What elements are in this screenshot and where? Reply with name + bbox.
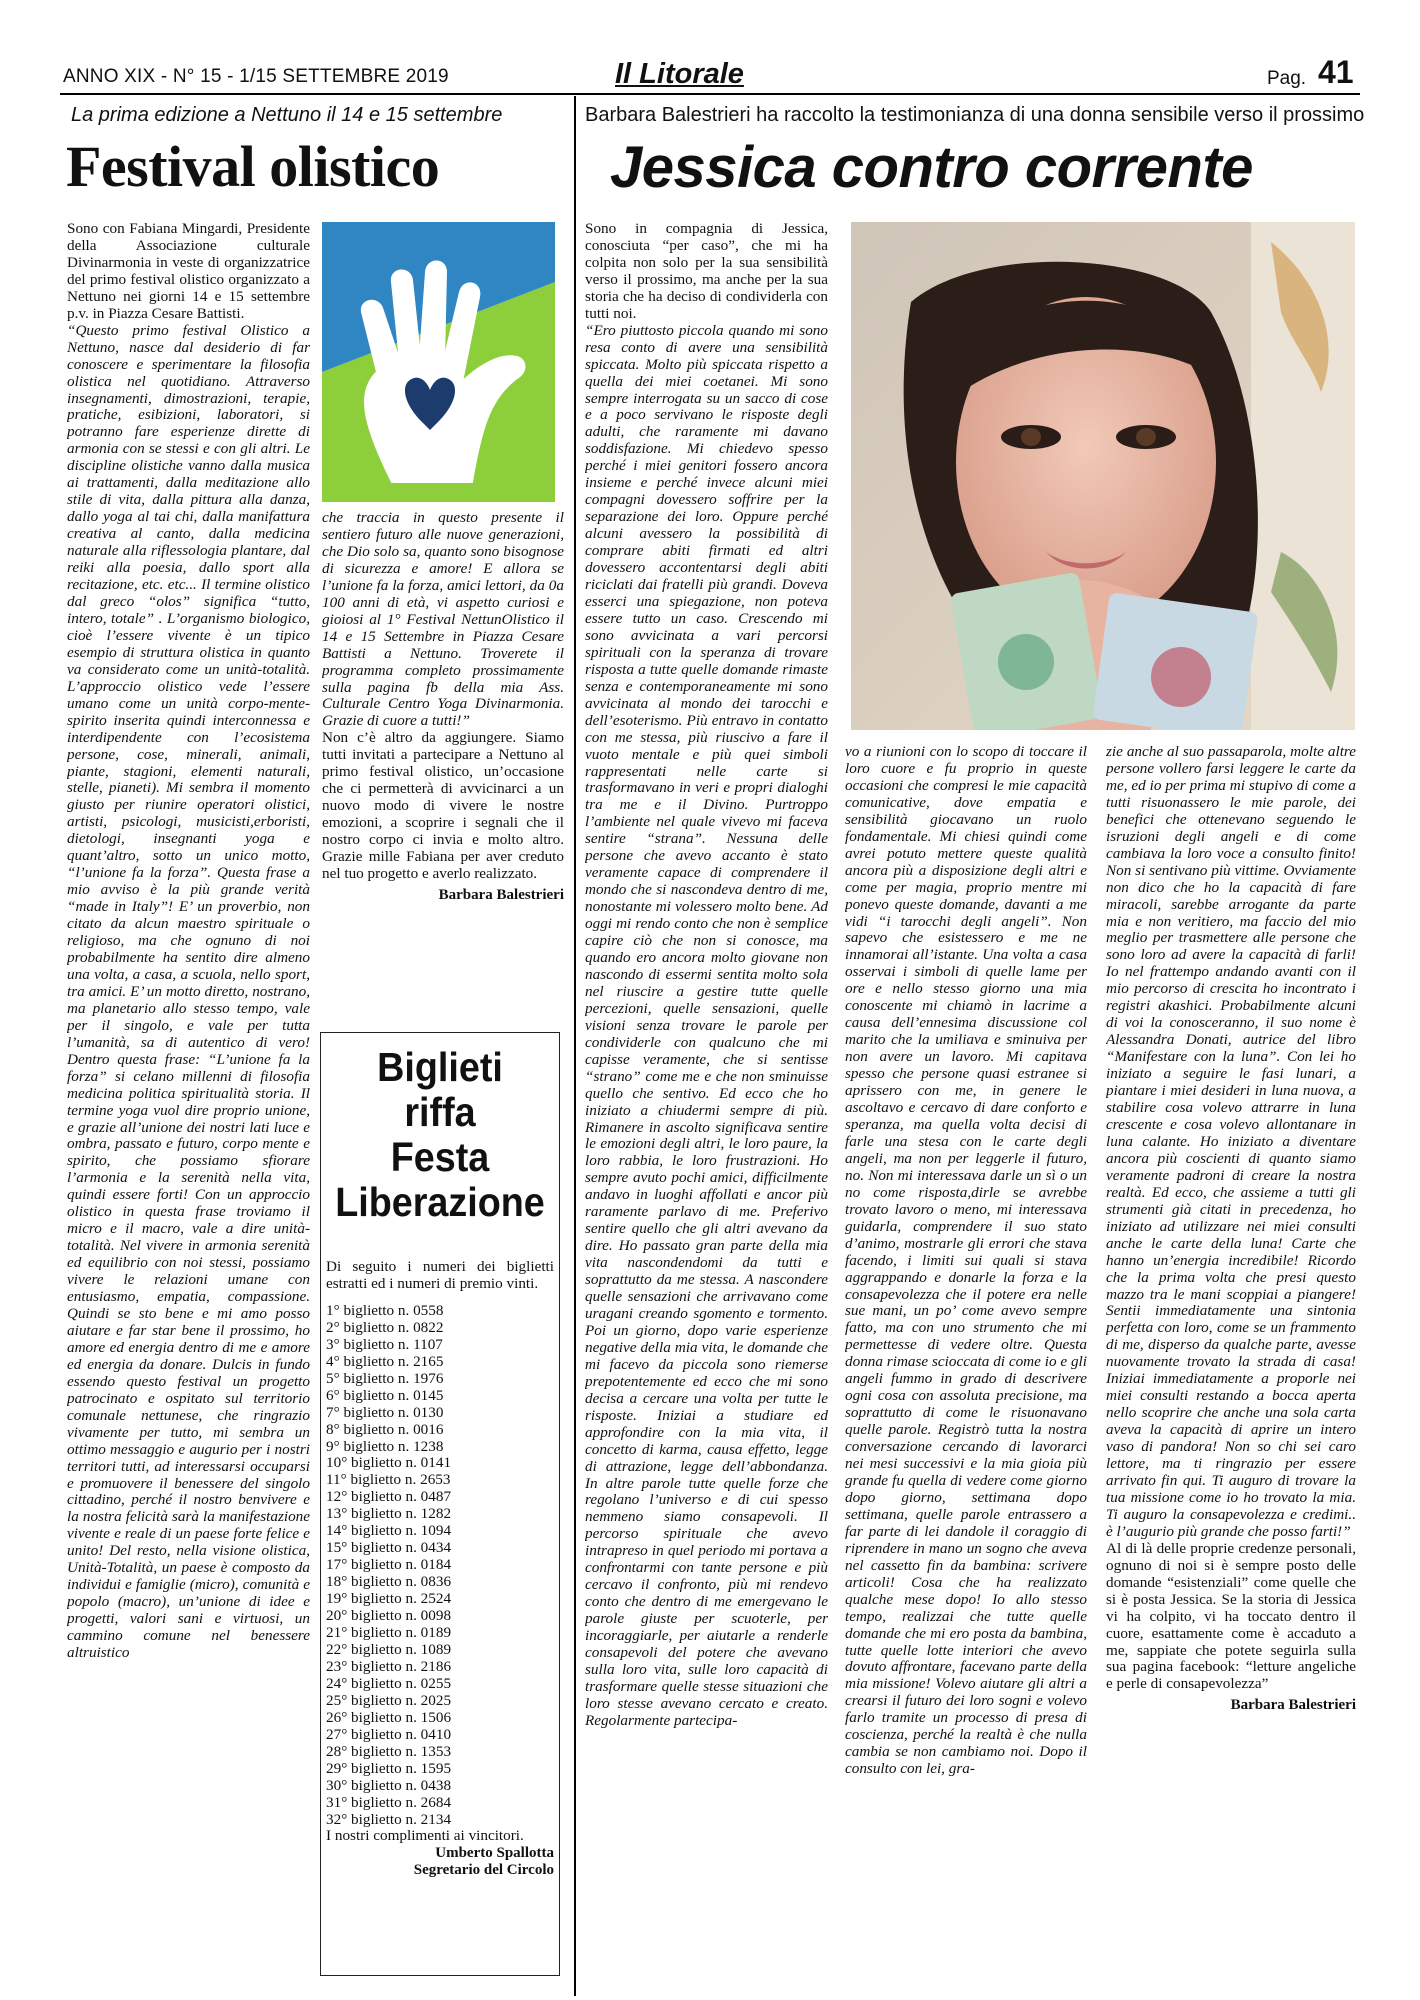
ticket-item: 14° biglietto n. 1094 [326, 1522, 452, 1540]
ticket-item: 11° biglietto n. 2653 [326, 1471, 451, 1489]
raffle-body [326, 1259, 554, 1879]
newspaper-brand: Il Litorale [615, 58, 744, 90]
raffle-title-line: Liberazione [335, 1179, 545, 1225]
raffle-title-line: Festa [390, 1134, 490, 1180]
ticket-item: 4° biglietto n. 2165 [326, 1352, 444, 1370]
right-article-subtitle: Barbara Balestrieri ha raccolto la testimonianza di una donna sensibile verso il prossimo [585, 104, 1365, 126]
raffle-box [320, 1032, 560, 1976]
left-article-closing: Non c’è altro da aggiungere. Siamo tutti invitati a partecipare a Nettuno al primo festival olistico, un’occasione che ci permetterà di avvicinarci a un nuovo modo di vivere le nostre emozioni, a scoprire i segnali che il nostro corpo ci invia e molto altro. Grazie mille Fabiana per aver creduto nel tuo progetto e averlo realizzato. [322, 729, 564, 883]
right-article-quote-part2: vo a riunioni con lo scopo di toccare il loro cuore e fu proprio in queste occasioni che compresi le mie capacità comunicative, dove empatia e sensibilità giocavano un ruolo fondamentale. Mi chiesi quindi come avrei potuto mettere queste qualità ancora più a disposizione degli altri e come per magia, proprio mentre mi ponevo queste domande, davanti a me vidi “i tarocchi degli angeli”. Non sapevo che esistessero e me ne innamorai all’istante. Una volta a casa osservai i simboli di quelle lame per ore e nello stesso giorno una mia conoscente mi chiamò in lacrime a causa dell’ennesima discussione col marito che la umiliava e sminuiva per non avere un lavoro. Mi capitava spesso che persone quasi estranee si aprissero con me, in genere le ascoltavo e cercavo di dare conforto e speranza, ma quella volta decisi di farle una stesa con le carte degli angeli, ma non per leggerle il futuro, no. Non mi interessava darle un sì o un no come risposta,dirle se avrebbe trovato lavoro o meno, mi interessava guidarla, comprendere il suo stato d’animo, mostrarle gli errori che stava facendo, i limiti sui quali si stava aggrappando e donarle la forza e la consapevolezza che il potere era nelle sue mani, un po’ come avevo sempre fatto, ma con uno strumento che mi permettesse di vedere oltre. Questa donna rimase scioccata di come io e gli angeli fummo in grado di descrivere ogni cosa con assoluta precisione, ma soprattutto di come le risuonavano quelle parole. Registrò tutta la nostra conversazione cercando di lavorarci nei mesi successivi e la mia gioia più grande fu quella di vedere come giorno dopo giorno, settimana dopo settimana, quelle parole entrassero a far parte di lei dandole il coraggio di riprendere in mano un sogno che aveva nel cassetto fin da bambina: scrivere articoli! Cosa che ha realizzato qualche mese dopo! Io allo stesso tempo, realizzai che tutte quelle domande che mi ero posta da bambina, tutte quelle lotte interiori che avevo dovuto affrontare, facevano parte della mia missione! Volevo aiutare gli altri a crearsi il futuro dei loro sogni e volevo farlo tramite un processo di presa di coscienza, perché la realtà è che nulla cambia se non cambiamo noi. Dopo il consulto con lei, gra- [845, 744, 1087, 1778]
column-divider [574, 96, 576, 1996]
ticket-item: 1° biglietto n. 0558 [326, 1301, 444, 1319]
left-article-quote-part1: “Questo primo festival Olistico a Nettuno, nasce dal desiderio di far conoscere e sperimentare la filosofia olistica nel quotidiano. Attraverso insegnamenti, dimostrazioni, terapie, pratiche, esibizioni, laboratori, si potranno fare esperienze dirette di armonia con se stessi e con gli altri. Le discipline olistiche vanno dalla musica ai trattamenti, dalla meditazione allo stile di vita, dalla pittura alla danza, dallo yoga al tai chi, dalla manifattura creativa al canto, dalla medicina naturale alla riflessologia plantare, dal reiki alla poesia, dallo sport alla recitazione, etc. etc... Il termine olistico dal greco “olos” significa “tutto, intero, totale” . L’organismo biologico, cioè l’essere vivente è un tipico esempio di struttura olistica in quanto va considerato come un unità-totalità. L’approccio olistico vede l’essere umano come un unità corpo-mente-spirito inserita quindi interconnessa e interdipendente con l’ecosistema persone, cose, minerali, animali, piante, stagioni, elementi naturali, stelle, pianeti). Mi sembra il momento giusto per riunire operatori olistici, artisti, psicologi, musicisti,erboristi, dietologi, insegnanti yoga e quant’altro, sotto un unico motto, “l’unione fa la forza”. Questa frase a mio avviso è la più grande verità “made in Italy”! E’ un proverbio, non citato da alcun maestro spirituale o religioso, ma che ognuno di noi probabilmente ha sentito dire almeno una volta, a casa, a scuola, nello sport, tra amici. E’ un motto diretto, nostrano, ma planetario allo stesso tempo, vale per il singolo, e vale per tutta l’umanità, sa di autentico di vero! Dentro questa frase: “L’unione fa la forza” si celano millenni di filosofia medicina politica spiritualità storia. Il termine yoga vuol dire proprio unione, e grazie all’unione dei nostri lati luce e ombra, passato e futuro, corpo mente e spirito, che possiamo sfiorare l’armonia e la serenità nella vita, quindi essere forti! Con un approccio olistico in questa frase troviamo il micro e il macro, vale a dire unità-totalità. Nel vivere in armonia serenità ed equilibrio con noi stessi, possiamo vivere le relazioni umane con entusiasmo, empatia, compassione. Quindi se sto bene e mi amo posso aiutare e far star bene il prossimo, ho amore ed energia dentro di me e amore ed energia da donare. Dulcis in fundo essendo questo festival un progetto patrocinato e ospitato sul territorio comunale nettunese, che ringrazio vivamente per tutto, mi sembra un ottimo messaggio e augurio per i nostri territori tutti, ad interessarsi occuparsi e promuovere il benessere del singolo cittadino, perché il nostro benvivere e la nostra felicità sarà la manifestazione vivente e reale di un paese forte felice e unito! Del resto, nella visione olistica, Unità-Totalità, un paese è composto da individui e famiglie (micro), comunità e popolo (macro), un’unione di idee e progetti, valori sani e virtuosi, un cammino comune nel benessere altruistico [67, 321, 310, 1662]
ticket-item: 20° biglietto n. 0098 [326, 1607, 452, 1625]
ticket-item: 12° biglietto n. 0487 [326, 1488, 452, 1506]
raffle-signature-role: Segretario del Circolo [413, 1862, 554, 1879]
ticket-item: 25° biglietto n. 2025 [326, 1691, 452, 1709]
issue-info: ANNO XIX - N° 15 - 1/15 SETTEMBRE 2019 [63, 66, 449, 87]
ticket-item: 26° biglietto n. 1506 [326, 1708, 452, 1726]
ticket-list [326, 1303, 554, 1829]
left-article-quote-part2: che traccia in questo presente il sentiero futuro alle nuove generazioni, che Dio solo sa, quanto sono bisognose di sicurezza e amore! E allora se l’unione fa la forza, amici lettori, da 0a 100 anni di età, vi aspetto curiosi e gioiosi al 1° Festival NettunOlistico il 14 e 15 Settembre in Piazza Cesare Battisti a Nettuno. Troverete il programma completo prossimamente sulla pagina fb della mia Ass. Culturale Centro Yoga Divinarmonia. Grazie di cuore a tutti!” [322, 510, 564, 730]
left-article-intro: Sono con Fabiana Mingardi, Presidente della Associazione culturale Divinarmonia in veste di organizzatrice del primo festival olistico organizzato a Nettuno nei giorni 14 e 15 settembre p.v. in Piazza Cesare Battisti. [67, 221, 310, 322]
right-article-column-2 [845, 744, 1087, 1994]
page-label: Pag. [1267, 68, 1307, 89]
ticket-item: 29° biglietto n. 1595 [326, 1759, 452, 1777]
raffle-signature-name: Umberto Spallotta [435, 1845, 554, 1862]
raffle-intro: Di seguito i numeri dei biglietti estratti ed i numeri di premio vinti. [326, 1258, 554, 1292]
ticket-item: 32° biglietto n. 2134 [326, 1810, 452, 1828]
right-article-signature: Barbara Balestrieri [1230, 1697, 1356, 1714]
right-article-quote-part3: zie anche al suo passaparola, molte altre persone vollero farsi leggere le carte da me, ed io per prima mi stupivo di come a tutti risuonassero le mie parole, dei benefici che ottenevano seguendo le isruzioni degli angeli e di come cambiava la loro voce a consulto finito! Non si sentivano più vittime. Ovviamente non dico che ho la capacità di fare miracoli, sarebbe arrogante da parte mia e non veritiero, ma faccio del mio meglio per trasmettere alle persone che sono loro ad avere la capacità di farli! Io nel frattempo andando avanti con il mio percorso di crescita ho incontrato i registri akashici. Probabilmente alcuni di voi la conosceranno, il suo nome è Alessandra Donati, autrice del libro “Manifestare con la luna”. Con lei ho iniziato a seguire le fasi lunari, a piantare i miei desideri in luna nuova, a stabilire cosa volevo attrarre in luna crescente e cosa volevo allontanare in luna calante. Ho iniziato a diventare ancora più coscienti di quanto siamo veramente padroni di creare la nostra realtà. Ed ecco, che assieme a tutti gli strumenti già citati in precedenza, ho iniziato ad utilizzare nei miei consulti anche le carte della luna! Carte che hanno un’energia incredibile! Ricordo che la prima volta che presi questo mazzo tra le mani scoppiai a piangere! Sentii immediatamente una sintonia perfetta con loro, come se un frammento di me, disperso da qualche parte, avesse nuovamente trovato la strada di casa! Iniziai immediatamente a proporle nei miei consulti restando a bocca aperta nello scoprire che anche una sola carta aveva la capacità di aprire un intero vaso di pandora! Non so chi sei caro lettore, ma ti ringrazio per essere arrivato fin qui. Ti auguro di trovare la tua missione come io ho trovato la mia. Ti auguro la consapevolezza e credimi.. è l’augurio più grande che posso farti!” [1106, 744, 1356, 1540]
ticket-item: 18° biglietto n. 0836 [326, 1573, 452, 1591]
left-article-title: Festival olistico [66, 134, 440, 199]
ticket-item: 2° biglietto n. 0822 [326, 1318, 444, 1336]
ticket-item: 22° biglietto n. 1089 [326, 1640, 452, 1658]
ticket-item: 7° biglietto n. 0130 [326, 1403, 444, 1421]
right-article-closing: Al di là delle proprie credenze personali, ognuno di noi si è sempre posto delle domande “esistenziali” come quelle che si è posta Jessica. Se la storia di Jessica vi ha colpito, vi ha toccato dentro il cuore, esattamente come è accaduto a me, sappiate che potete seguirla sulla sua pagina facebook: “letture angeliche e perle di consapevolezza” [1106, 1539, 1356, 1693]
left-article-subtitle: La prima edizione a Nettuno il 14 e 15 settembre [71, 104, 503, 126]
raffle-title-line: riffa [404, 1089, 476, 1135]
raffle-title [331, 1045, 550, 1225]
ticket-item: 13° biglietto n. 1282 [326, 1505, 452, 1523]
right-article-column-3 [1106, 744, 1356, 1994]
left-article-column-1 [67, 221, 310, 1996]
right-article-column-1 [585, 221, 828, 1996]
ticket-item: 30° biglietto n. 0438 [326, 1776, 452, 1794]
raffle-title-line: Biglieti [377, 1044, 503, 1090]
raffle-closing: I nostri complimenti ai vincitori. [326, 1827, 524, 1845]
ticket-item: 3° biglietto n. 1107 [326, 1335, 443, 1353]
page-number: 41 [1318, 54, 1354, 90]
ticket-item: 10° biglietto n. 0141 [326, 1454, 452, 1472]
ticket-item: 21° biglietto n. 0189 [326, 1624, 452, 1642]
right-article-title: Jessica contro corrente [610, 135, 1253, 200]
ticket-item: 5° biglietto n. 1976 [326, 1369, 444, 1387]
left-article-column-2 [322, 510, 564, 1035]
festival-logo [322, 222, 555, 502]
right-article-intro: Sono in compagnia di Jessica, conosciuta “per caso”, che mi ha colpita non solo per la sua sensibilità verso il prossimo, ma anche per la sua storia che ha deciso di condividerla con tutti noi. [585, 221, 828, 322]
jessica-photo [851, 222, 1355, 730]
ticket-item: 27° biglietto n. 0410 [326, 1725, 452, 1743]
ticket-item: 24° biglietto n. 0255 [326, 1674, 452, 1692]
ticket-item: 23° biglietto n. 2186 [326, 1657, 452, 1675]
left-article-signature: Barbara Balestrieri [438, 886, 564, 903]
ticket-item: 6° biglietto n. 0145 [326, 1386, 444, 1404]
header-rule [60, 93, 1360, 95]
ticket-item: 8° biglietto n. 0016 [326, 1420, 444, 1438]
ticket-item: 31° biglietto n. 2684 [326, 1793, 452, 1811]
ticket-item: 9° biglietto n. 1238 [326, 1437, 444, 1455]
ticket-item: 15° biglietto n. 0434 [326, 1539, 452, 1557]
ticket-item: 17° biglietto n. 0184 [326, 1556, 452, 1574]
ticket-item: 19° biglietto n. 2524 [326, 1590, 452, 1608]
right-article-quote-part1: “Ero piuttosto piccola quando mi sono resa conto di avere una sensibilità spiccata. Molto più spiccata rispetto a quella dei miei coetanei. Mi sono sempre interrogata su un sacco di cose e a poco servivano le risposte degli adulti, che raramente mi davano soddisfazione. Mi chiedevo spesso perché i miei genitori fossero ancora insieme e perché invece alcuni miei compagni dovessero soffrire per la separazione dei loro. Oppure perché alcuni avessero la possibilità di comprare abiti firmati ed altri dovessero accontentarsi degli abiti riciclati dai fratelli più grandi. Doveva esserci una spiegazione, non poteva essere tutto un caso. Crescendo mi sono avvicinata a vari percorsi spirituali con la speranza di trovare risposta a tutte quelle domande rimaste senza e contemporaneamente mi sono avvicinata al mondo dei tarocchi e dell’esoterismo. Più entravo in contatto con me stessa, più riuscivo a fare il vuoto mentale e più quei simboli rappresentati nelle carte si trasformavano in veri e propri dialoghi tra me e il Divino. Purtroppo l’ambiente nel quale vivevo mi faceva sentire “strana”. Nessuna delle persone che avevo accanto è stato veramente capace di comprendere il mondo che si nascondeva dentro di me, nonostante mi volessero molto bene. Ad oggi mi rendo conto che non è semplice capire ciò che non si conosce, ma quando ero ancora molto giovane non nascondo di essermi sentita molto sola nel riuscire a gestire tutte quelle percezioni, quelle sensazioni, quelle visioni senza trovare le parole per condividerle con qualcuno che mi capisse veramente, che si sentisse “strano” come me e che non sminuisse quello che sentivo. Ed ecco che ho iniziato a chiudermi sempre di più. Rimanere in ascolto significava sentire le emozioni degli altri, le loro paure, la loro rabbia, le loro frustrazioni. Ho sempre avuto pochi amici, difficilmente andavo in luoghi affollati e ancor più raramente parlavo di me. Preferivo sentire quello che gli altri avevano da dire. Ho passato gran parte della mia vita nascondendomi da tutti e soprattutto da me stessa. A nascondere quelle sensazioni che arrivavano come uragani creando sgomento e tormento. Poi un giorno, dopo varie esperienze negative della mia vita, le domande che mi facevo da piccola sono riemerse prepotentemente ed ecco che mi sono decisa a cercare una volta per tutte le risposte. Iniziai a studiare ed approfondire con la mia vita, il concetto di karma, causa effetto, legge di attrazione, legge dell’abbondanza. In altre parole tutte quelle forze che regolano l’universo e di cui spesso nemmeno siamo consapevoli. Il percorso spirituale che avevo intrapreso in quel periodo mi portava a confrontarmi con tante persone e più cercavo il confronto, più mi rendevo conto che dentro di me emergevano le parole giuste per scuoterle, per incoraggiarle, per aiutarle a renderle consapevoli del potere che avevano sulla loro vita, sulle loro capacità di trasformare quelle stesse situazioni che loro stesse avevano cercato e creato. Regolarmente partecipa- [585, 321, 828, 1729]
ticket-item: 28° biglietto n. 1353 [326, 1742, 452, 1760]
